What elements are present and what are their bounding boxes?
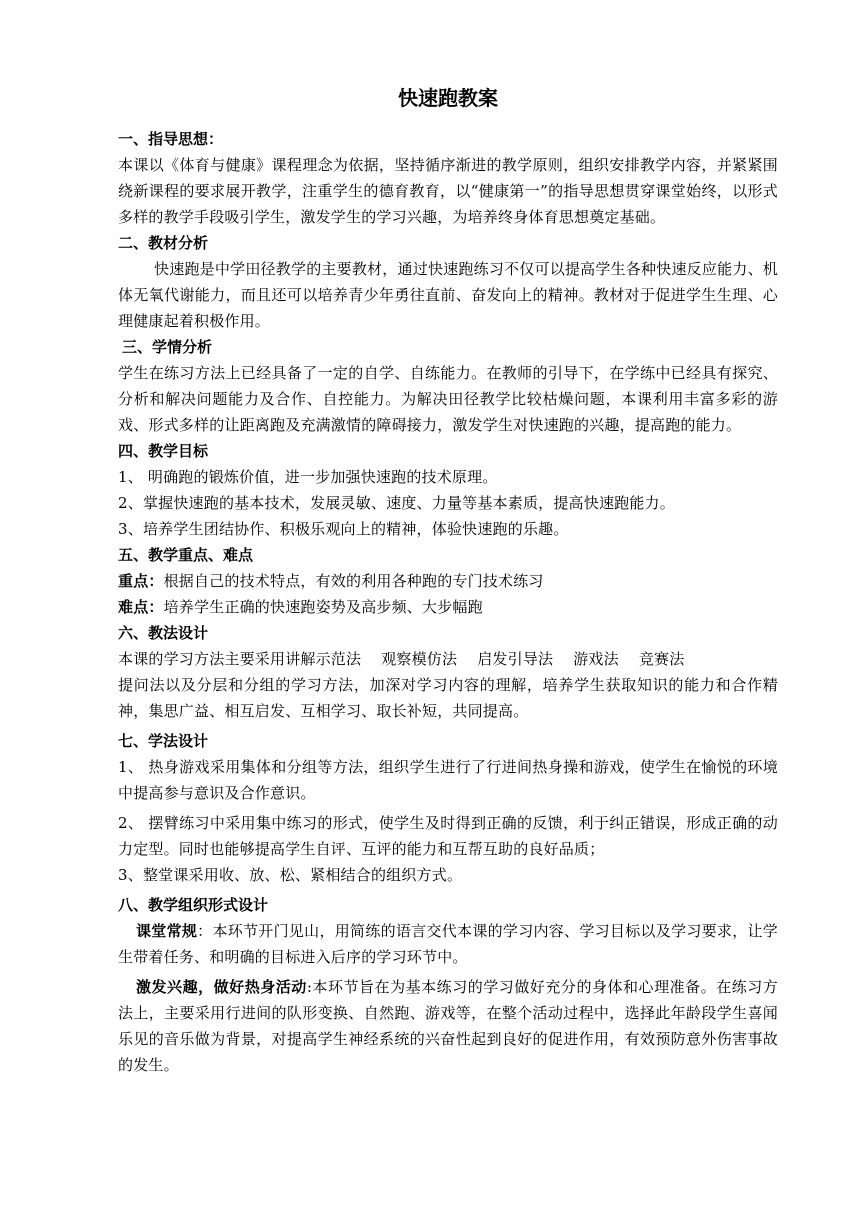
warmup-label: 激发兴趣，做好热身活动 — [136, 978, 307, 996]
teaching-goal-item: 2、掌握快速跑的基本技术，发展灵敏、速度、力量等基本素质，提高快速跑能力。 — [118, 494, 675, 512]
document-title: 快速跑教案 — [398, 86, 498, 110]
class-routine-label: 课堂常规 — [136, 922, 198, 940]
section-heading-organization: 八、教学组织形式设计 — [118, 896, 269, 914]
section-heading-teaching-method: 六、教法设计 — [118, 624, 209, 642]
teaching-goal-item: 1、 明确跑的锻炼价值，进一步加强快速跑的技术原理。 — [118, 468, 498, 486]
teaching-method-observe: 观察模仿法 — [381, 650, 458, 668]
difficulty-line — [118, 594, 778, 620]
key-point-line — [118, 568, 778, 594]
class-routine-text: ：本环节开门见山，用简练的语言交代本课的学习内容、学习目标以及学习要求，让学生带着任务、和明确的目标进入后序的学习环节中。 — [118, 922, 778, 966]
learning-method-item: 1、 热身游戏采用集体和分组等方法，组织学生进行了行进间热身操和游戏，使学生在愉悦的环境中提高参与意识及合作意识。 — [118, 758, 778, 802]
section-heading-guiding-ideology: 一、指导思想： — [118, 130, 224, 148]
section-heading-student-analysis: 三、学情分析 — [122, 338, 213, 356]
key-point-label: 重点： — [118, 572, 164, 590]
guiding-ideology-text: 本课以《体育与健康》课程理念为依据，坚持循序渐进的教学原则，组织安排教学内容，并紧紧围绕新课程的要求展开教学，注重学生的德育教育，以“健康第一”的指导思想贯穿课堂始终，以形式多样的教学手段吸引学生，激发学生的学习兴趣，为培养终身体育思想奠定基础。 — [118, 156, 778, 226]
section-heading-teaching-goals: 四、教学目标 — [118, 442, 209, 460]
learning-method-item: 3、整堂课采用收、放、松、紧相结合的组织方式。 — [118, 866, 463, 884]
teaching-method-lead: 本课的学习方法主要采用讲解示范法 — [118, 650, 362, 668]
student-analysis-text: 学生在练习方法上已经具备了一定的自学、自练能力。在教师的引导下，在学练中已经具有探究、分析和解决问题能力及合作、自控能力。为解决田径教学比较枯燥问题，本课利用丰富多彩的游戏、形式多样的让距离跑及充满激情的障碍接力，激发学生对快速跑的兴趣，提高跑的能力。 — [118, 364, 778, 434]
class-routine-paragraph — [118, 918, 778, 970]
section-heading-key-points: 五、教学重点、难点 — [118, 546, 254, 564]
section-heading-learning-method: 七、学法设计 — [118, 732, 209, 750]
difficulty-label: 难点： — [118, 598, 164, 616]
teaching-method-competition: 竞赛法 — [638, 650, 685, 668]
teaching-goal-item: 3、培养学生团结协作、积极乐观向上的精神，体验快速跑的乐趣。 — [118, 520, 569, 538]
difficulty-text: 培养学生正确的快速跑姿势及高步频、大步幅跑 — [163, 598, 483, 616]
material-analysis-text: 快速跑是中学田径教学的主要教材，通过快速跑练习不仅可以提高学生各种快速反应能力、机体无氧代谢能力，而且还可以培养青少年勇往直前、奋发向上的精神。教材对于促进学生生理、心理健康起着积极作用。 — [118, 260, 778, 330]
teaching-method-game: 游戏法 — [573, 650, 619, 668]
warmup-text: :本环节旨在为基本练习的学习做好充分的身体和心理准备。在练习方法上，主要采用行进间的队形变换、自然跑、游戏等，在整个活动过程中，选择此年龄段学生喜闻乐见的音乐做为背景，对提高学生神经系统的兴奋性起到良好的促进作用，有效预防意外伤害事故的发生。 — [118, 978, 779, 1074]
learning-method-item: 2、 摆臂练习中采用集中练习的形式，使学生及时得到正确的反馈，利于纠正错误，形成正确的动力定型。同时也能够提高学生自评、互评的能力和互帮互助的良好品质； — [118, 814, 778, 858]
teaching-method-lead-line — [118, 646, 778, 672]
warmup-paragraph — [118, 974, 778, 1078]
section-heading-material-analysis: 二、教材分析 — [118, 234, 209, 252]
document-page — [118, 84, 778, 1078]
teaching-method-inspire: 启发引导法 — [477, 650, 554, 668]
teaching-method-text: 提问法以及分层和分组的学习方法，加深对学习内容的理解，培养学生获取知识的能力和合作精神，集思广益、相互启发、互相学习、取长补短，共同提高。 — [118, 676, 778, 720]
key-point-text: 根据自己的技术特点，有效的利用各种跑的专门技术练习 — [163, 572, 544, 590]
